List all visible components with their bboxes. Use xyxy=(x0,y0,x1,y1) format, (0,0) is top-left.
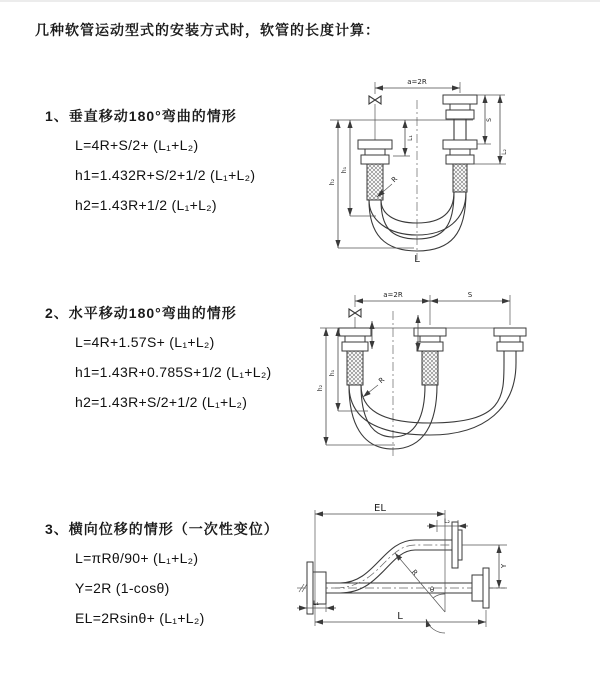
s-curve-hose xyxy=(335,540,452,593)
label-l: L xyxy=(414,254,420,265)
valve-icon xyxy=(369,96,381,140)
section-3-heading: 3、横向位移的情形（一次性变位） xyxy=(45,521,279,537)
right-fitting xyxy=(443,95,477,192)
dim-label-l1: L₁ xyxy=(313,600,319,607)
dim-l1 xyxy=(393,120,414,156)
upper-right-flange xyxy=(452,522,462,568)
right-fitting-shifted xyxy=(494,328,526,363)
dim-label-y: Y xyxy=(500,563,508,569)
small-dims xyxy=(372,315,418,351)
page-title: 几种软管运动型式的安装方式时，软管的长度计算： xyxy=(35,22,380,38)
section-1-formula-h2: h2=1.43R+1/2 (L₁+L₂) xyxy=(75,197,217,213)
label-r: R xyxy=(409,568,420,578)
section-1-formula-l: L=4R+S/2+ (L₁+L₂) xyxy=(75,137,199,153)
dim-label-l: L xyxy=(397,611,403,622)
dim-a2r xyxy=(375,78,460,94)
braid-section xyxy=(453,164,467,192)
dim-label-h2: h₂ xyxy=(317,384,324,392)
section-2-formula-l: L=4R+1.57S+ (L₁+L₂) xyxy=(75,334,215,350)
dim-label-s: S xyxy=(467,291,473,299)
dim-l1 xyxy=(297,600,336,612)
diagram-lateral-displacement xyxy=(295,500,585,660)
dim-el xyxy=(315,503,445,626)
label-r: R xyxy=(390,175,400,185)
dim-label-h1: h₁ xyxy=(341,166,348,174)
dim-l2 xyxy=(470,95,508,164)
section-2-formula-h1: h1=1.43R+0.785S+1/2 (L₁+L₂) xyxy=(75,364,272,380)
valve-icon xyxy=(349,309,361,328)
dim-a2r xyxy=(355,291,430,325)
section-3-formula-y: Y=2R (1-cosθ) xyxy=(75,580,170,596)
dim-l xyxy=(315,610,486,627)
dim-label-l2: L₂ xyxy=(444,518,450,525)
dim-label-h2: h₂ xyxy=(329,178,336,186)
dim-s xyxy=(430,291,510,325)
braid-section xyxy=(367,164,383,200)
section-1-heading: 1、垂直移动180°弯曲的情形 xyxy=(45,108,237,124)
hose-u-curves xyxy=(369,192,466,251)
dim-label-l1: L₁ xyxy=(407,135,414,141)
label-r: R xyxy=(377,375,387,386)
diagram-horizontal-180-bend xyxy=(310,283,570,463)
section-2-formula-h2: h2=1.43R+S/2+1/2 (L₁+L₂) xyxy=(75,394,248,410)
left-fitting xyxy=(339,328,371,385)
dim-label-a2r: a=2R xyxy=(407,78,427,86)
label-theta: θ xyxy=(429,586,435,594)
dim-s xyxy=(477,95,505,144)
middle-fitting xyxy=(414,328,446,385)
dim-label-el: EL xyxy=(374,503,386,514)
dim-label-l2: L₂ xyxy=(501,149,508,155)
scan-edge xyxy=(0,0,600,2)
section-2-heading: 2、水平移动180°弯曲的情形 xyxy=(45,305,237,321)
section-3-formula-l: L=πRθ/90+ (L₁+L₂) xyxy=(75,550,199,566)
dim-label-a2r: a=2R xyxy=(383,291,403,299)
diagram-vertical-180-bend xyxy=(310,70,570,265)
section-1-formula-h1: h1=1.432R+S/2+1/2 (L₁+L₂) xyxy=(75,167,256,183)
dim-label-s: S xyxy=(486,118,493,122)
section-3-formula-el: EL=2Rsinθ+ (L₁+L₂) xyxy=(75,610,205,626)
lower-right-flange xyxy=(472,568,489,608)
dim-label-h1: h₁ xyxy=(329,369,336,377)
radius-callout xyxy=(363,376,386,397)
left-fitting xyxy=(358,140,392,200)
